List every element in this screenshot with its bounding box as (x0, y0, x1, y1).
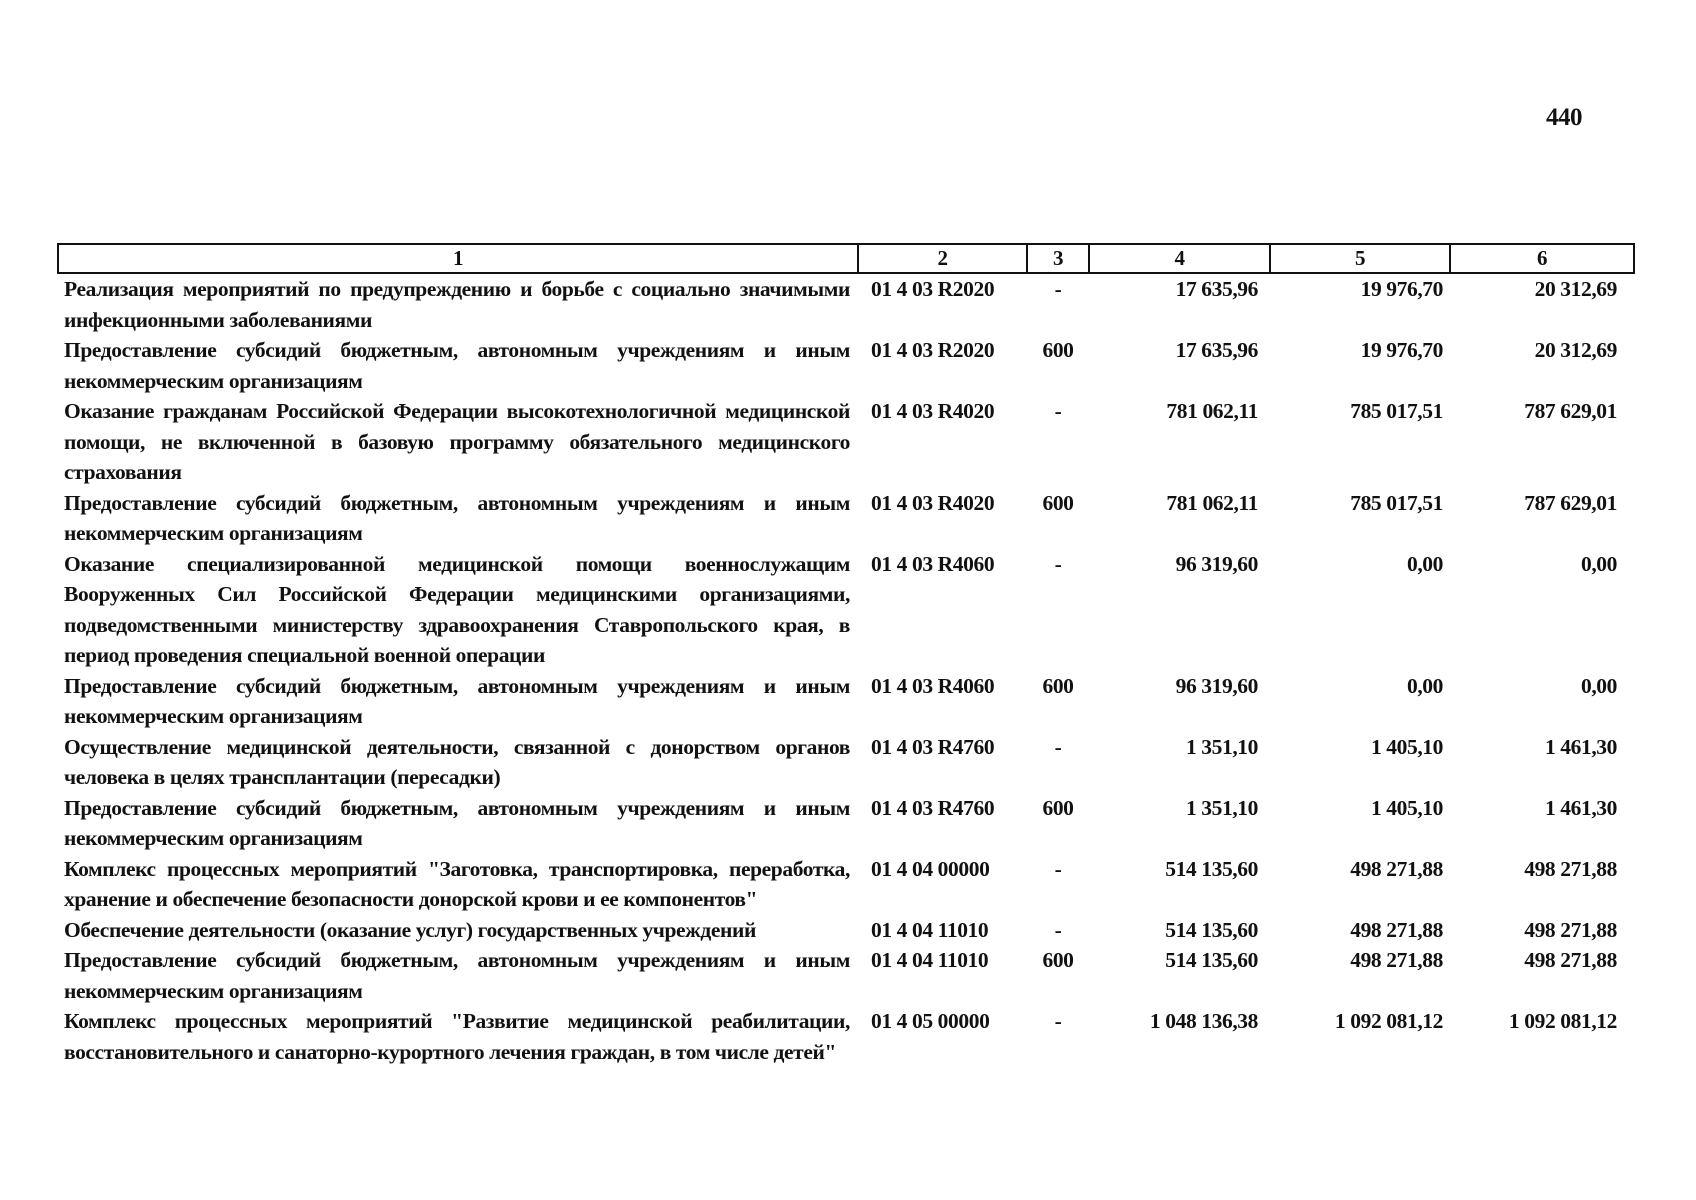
table-row (58, 945, 1634, 1006)
table-body (58, 273, 1634, 1067)
row-amount-col4: 781 062,11 (1166, 490, 1258, 515)
row-name: Осуществление медицинской деятельности, связанной с донорством органов человека в целях трансплантации (пересадки) (64, 734, 850, 789)
row-amount-col4: 17 635,96 (1175, 338, 1258, 362)
table-row (58, 488, 1634, 549)
row-code: 01 4 03 R4060 (871, 673, 995, 698)
column-header-2: 2 (858, 244, 1027, 273)
table-row (58, 854, 1634, 915)
row-expense-type: - (1054, 551, 1062, 576)
budget-table (57, 243, 1635, 1067)
row-amount-col6: 20 312,69 (1534, 277, 1617, 301)
row-expense-type: - (1054, 1009, 1062, 1033)
row-name: Предоставление субсидий бюджетным, автономным учреждениям и иным некоммерческим организациям (64, 490, 850, 545)
table-row (58, 396, 1634, 488)
row-name: Предоставление субсидий бюджетным, автономным учреждениям и иным некоммерческим организациям (64, 948, 850, 1003)
row-amount-col5: 785 017,51 (1350, 490, 1443, 515)
row-amount-col6: 0,00 (1580, 673, 1617, 698)
table-row (58, 671, 1634, 732)
row-expense-type: - (1054, 277, 1062, 301)
row-amount-col6: 0,00 (1580, 551, 1617, 576)
row-name: Комплекс процессных мероприятий "Заготовка, транспортировка, переработка, хранение и обеспечение безопасности донорской крови и ее компонентов" (64, 856, 850, 911)
row-name: Реализация мероприятий по предупреждению и борьбе с социально значимыми инфекционными заболеваниями (64, 277, 850, 332)
header-row (58, 244, 1634, 273)
row-expense-type: - (1054, 399, 1062, 423)
row-amount-col6: 498 271,88 (1524, 917, 1617, 942)
row-amount-col5: 19 976,70 (1360, 338, 1443, 362)
row-code: 01 4 03 R4060 (871, 551, 995, 576)
row-amount-col6: 787 629,01 (1524, 490, 1617, 515)
column-header-3: 3 (1027, 244, 1089, 273)
row-amount-col5: 498 271,88 (1350, 917, 1443, 942)
row-amount-col4: 17 635,96 (1175, 277, 1258, 301)
row-code: 01 4 05 00000 (871, 1009, 990, 1033)
row-amount-col6: 498 271,88 (1524, 856, 1617, 881)
row-code: 01 4 03 R4760 (871, 734, 995, 759)
row-amount-col4: 1 048 136,38 (1149, 1009, 1258, 1033)
table-row (58, 732, 1634, 793)
row-amount-col5: 785 017,51 (1350, 399, 1443, 423)
row-amount-col5: 19 976,70 (1360, 277, 1443, 301)
column-header-4: 4 (1089, 244, 1270, 273)
column-header-1: 1 (58, 244, 858, 273)
row-code: 01 4 04 11010 (871, 948, 989, 972)
row-name: Оказание гражданам Российской Федерации высокотехнологичной медицинской помощи, не включенной в базовую программу обязательного медицинского страхования (64, 399, 850, 484)
row-amount-col6: 787 629,01 (1524, 399, 1617, 423)
row-amount-col4: 514 135,60 (1165, 948, 1258, 972)
row-amount-col4: 514 135,60 (1165, 917, 1258, 942)
row-expense-type: 600 (1042, 490, 1074, 515)
row-amount-col6: 20 312,69 (1534, 338, 1617, 362)
table-row (58, 793, 1634, 854)
table-row (58, 273, 1634, 335)
row-amount-col5: 0,00 (1406, 673, 1443, 698)
table-row (58, 1006, 1634, 1067)
row-expense-type: 600 (1042, 673, 1074, 698)
row-amount-col4: 781 062,11 (1166, 399, 1258, 423)
row-amount-col6: 498 271,88 (1524, 948, 1617, 972)
row-amount-col4: 96 319,60 (1175, 551, 1258, 576)
row-amount-col6: 1 092 081,12 (1508, 1009, 1617, 1033)
row-amount-col6: 1 461,30 (1544, 734, 1617, 759)
row-name: Предоставление субсидий бюджетным, автономным учреждениям и иным некоммерческим организациям (64, 673, 850, 728)
row-code: 01 4 03 R4760 (871, 795, 995, 820)
row-amount-col4: 96 319,60 (1175, 673, 1258, 698)
row-amount-col4: 1 351,10 (1185, 734, 1258, 759)
row-name: Оказание специализированной медицинской помощи военнослужащим Вооруженных Сил Российской Федерации медицинскими организациями, подведомственными министерству здравоохранения Ставропольского края, в период проведения специальной военной операции (64, 551, 850, 667)
table-row (58, 335, 1634, 396)
row-code: 01 4 04 11010 (871, 917, 989, 942)
row-code: 01 4 04 00000 (871, 856, 990, 881)
row-expense-type: 600 (1042, 948, 1074, 972)
page-number: 440 (1546, 104, 1582, 131)
row-amount-col5: 498 271,88 (1350, 948, 1443, 972)
column-header-6: 6 (1450, 244, 1634, 273)
row-expense-type: 600 (1042, 795, 1074, 820)
row-code: 01 4 03 R4020 (871, 399, 995, 423)
row-amount-col5: 498 271,88 (1350, 856, 1443, 881)
row-expense-type: - (1054, 734, 1062, 759)
column-header-5: 5 (1270, 244, 1450, 273)
row-expense-type: 600 (1042, 338, 1074, 362)
row-amount-col6: 1 461,30 (1544, 795, 1617, 820)
row-amount-col5: 1 405,10 (1370, 795, 1443, 820)
row-code: 01 4 03 R4020 (871, 490, 995, 515)
row-expense-type: - (1054, 917, 1062, 942)
row-expense-type: - (1054, 856, 1062, 881)
table-row (58, 915, 1634, 946)
row-amount-col5: 0,00 (1406, 551, 1443, 576)
row-name: Комплекс процессных мероприятий "Развитие медицинской реабилитации, восстановительного и санаторно-курортного лечения граждан, в том числе детей" (64, 1009, 850, 1064)
row-amount-col5: 1 405,10 (1370, 734, 1443, 759)
row-code: 01 4 03 R2020 (871, 277, 995, 301)
row-name: Обеспечение деятельности (оказание услуг) государственных учреждений (64, 917, 756, 942)
row-amount-col4: 1 351,10 (1185, 795, 1258, 820)
row-name: Предоставление субсидий бюджетным, автономным учреждениям и иным некоммерческим организациям (64, 795, 850, 850)
row-amount-col5: 1 092 081,12 (1334, 1009, 1443, 1033)
table-row (58, 549, 1634, 671)
row-amount-col4: 514 135,60 (1165, 856, 1258, 881)
table-header (58, 244, 1634, 273)
row-code: 01 4 03 R2020 (871, 338, 995, 362)
row-name: Предоставление субсидий бюджетным, автономным учреждениям и иным некоммерческим организациям (64, 338, 850, 393)
